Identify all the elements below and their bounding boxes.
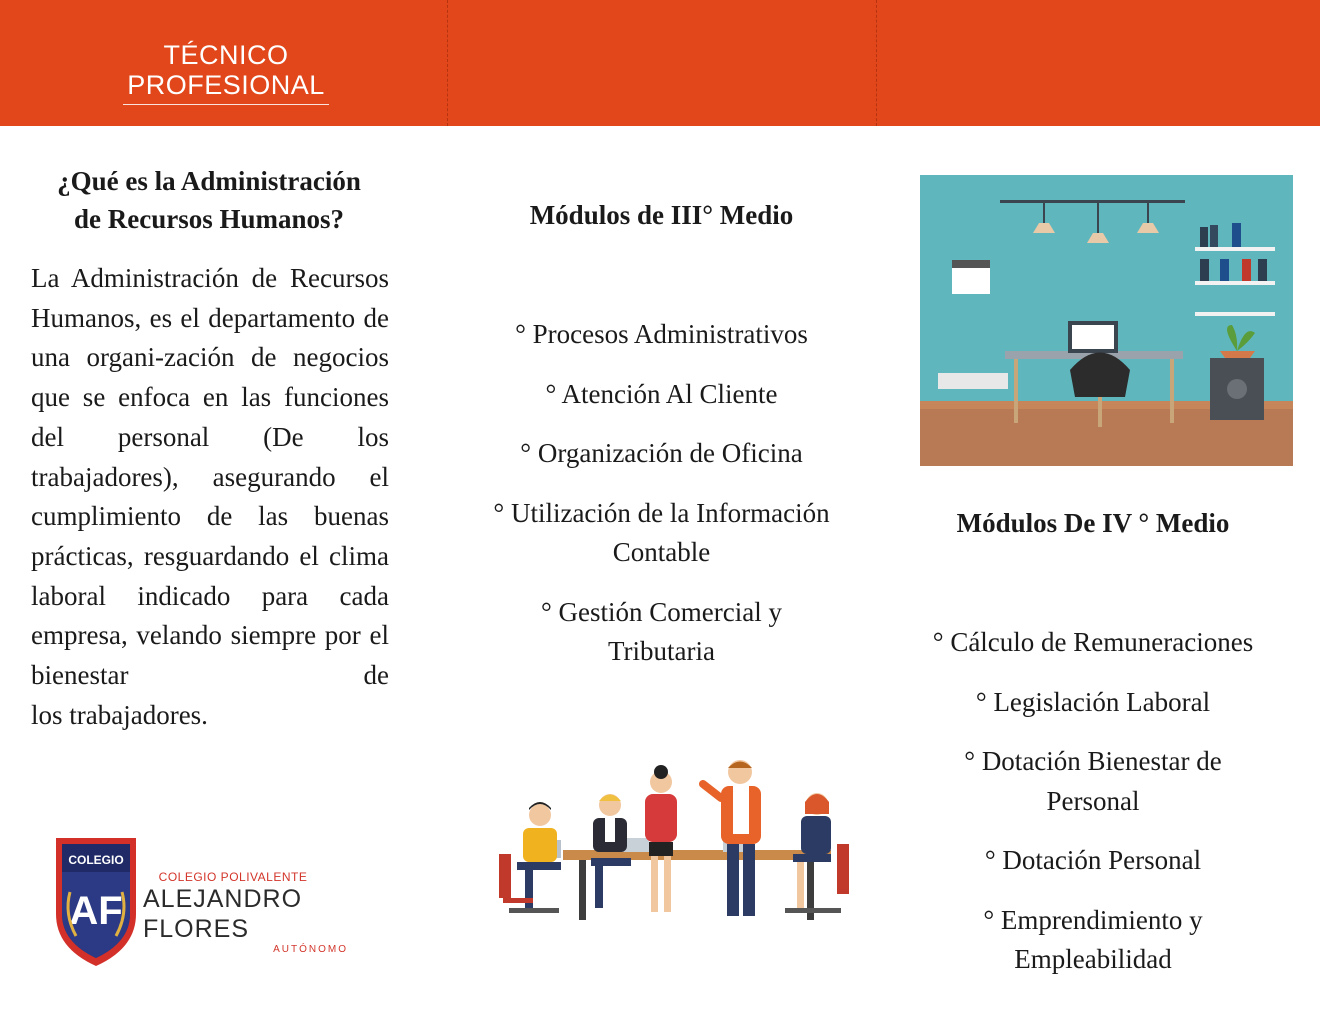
logo-underline bbox=[123, 104, 329, 105]
list-item: ° Legislación Laboral bbox=[975, 686, 1211, 717]
hr-description-paragraph bbox=[31, 259, 389, 735]
school-name-top: COLEGIO POLIVALENTE bbox=[158, 870, 308, 884]
office-desk-illustration bbox=[920, 175, 1293, 466]
list-item: ° Organización de Oficina bbox=[520, 438, 803, 468]
tecnico-profesional-logo bbox=[121, 40, 331, 105]
list-item: ° Cálculo de Remuneraciones bbox=[932, 627, 1254, 657]
right-panel-title: Módulos De IV ° Medio bbox=[956, 508, 1230, 538]
team-meeting-illustration bbox=[495, 758, 857, 926]
paragraph-last-line: los trabajadores. bbox=[31, 699, 208, 730]
shield-text: COLEGIO bbox=[68, 853, 124, 867]
logo-line-1: TÉCNICO bbox=[163, 40, 289, 70]
fold-line bbox=[876, 0, 877, 126]
list-item: ° Dotación Personal bbox=[984, 845, 1202, 875]
left-title-line-2: de Recursos Humanos? bbox=[73, 204, 344, 234]
school-name-sub: AUTÓNOMO bbox=[273, 944, 348, 955]
list-item: ° Gestión Comercial y Tributaria bbox=[541, 596, 782, 666]
school-shield-icon bbox=[50, 832, 142, 968]
logo-line-2: PROFESIONAL bbox=[127, 70, 325, 100]
left-title-line-1: ¿Qué es la Administración bbox=[57, 166, 361, 196]
list-item: ° Atención Al Cliente bbox=[545, 378, 778, 409]
fold-line bbox=[447, 0, 448, 126]
list-item: ° Dotación Bienestar de Personal bbox=[964, 746, 1222, 816]
paragraph-body: La Administración de Recursos Humanos, es el departamento de una organi-zación de negocios que se enfoca en las funciones del personal (De los trabajadores), asegurando el cumplimiento de las buenas prácticas, resguardando el clima laboral indicado para cada empresa, velando siempre por el bienestar de bbox=[31, 263, 389, 691]
middle-panel-title: Módulos de III° Medio bbox=[529, 200, 794, 230]
list-item: ° Procesos Administrativos bbox=[515, 319, 808, 349]
modules-iii-list bbox=[460, 315, 863, 672]
modules-iv-list bbox=[905, 623, 1281, 980]
list-item: ° Emprendimiento y Empleabilidad bbox=[983, 904, 1203, 974]
list-item: ° Utilización de la Información Contable bbox=[493, 497, 830, 567]
school-name-main: ALEJANDRO FLORES bbox=[143, 885, 303, 943]
shield-initials: AF bbox=[69, 889, 123, 933]
school-name-block bbox=[143, 870, 358, 955]
left-panel-title bbox=[20, 162, 398, 238]
